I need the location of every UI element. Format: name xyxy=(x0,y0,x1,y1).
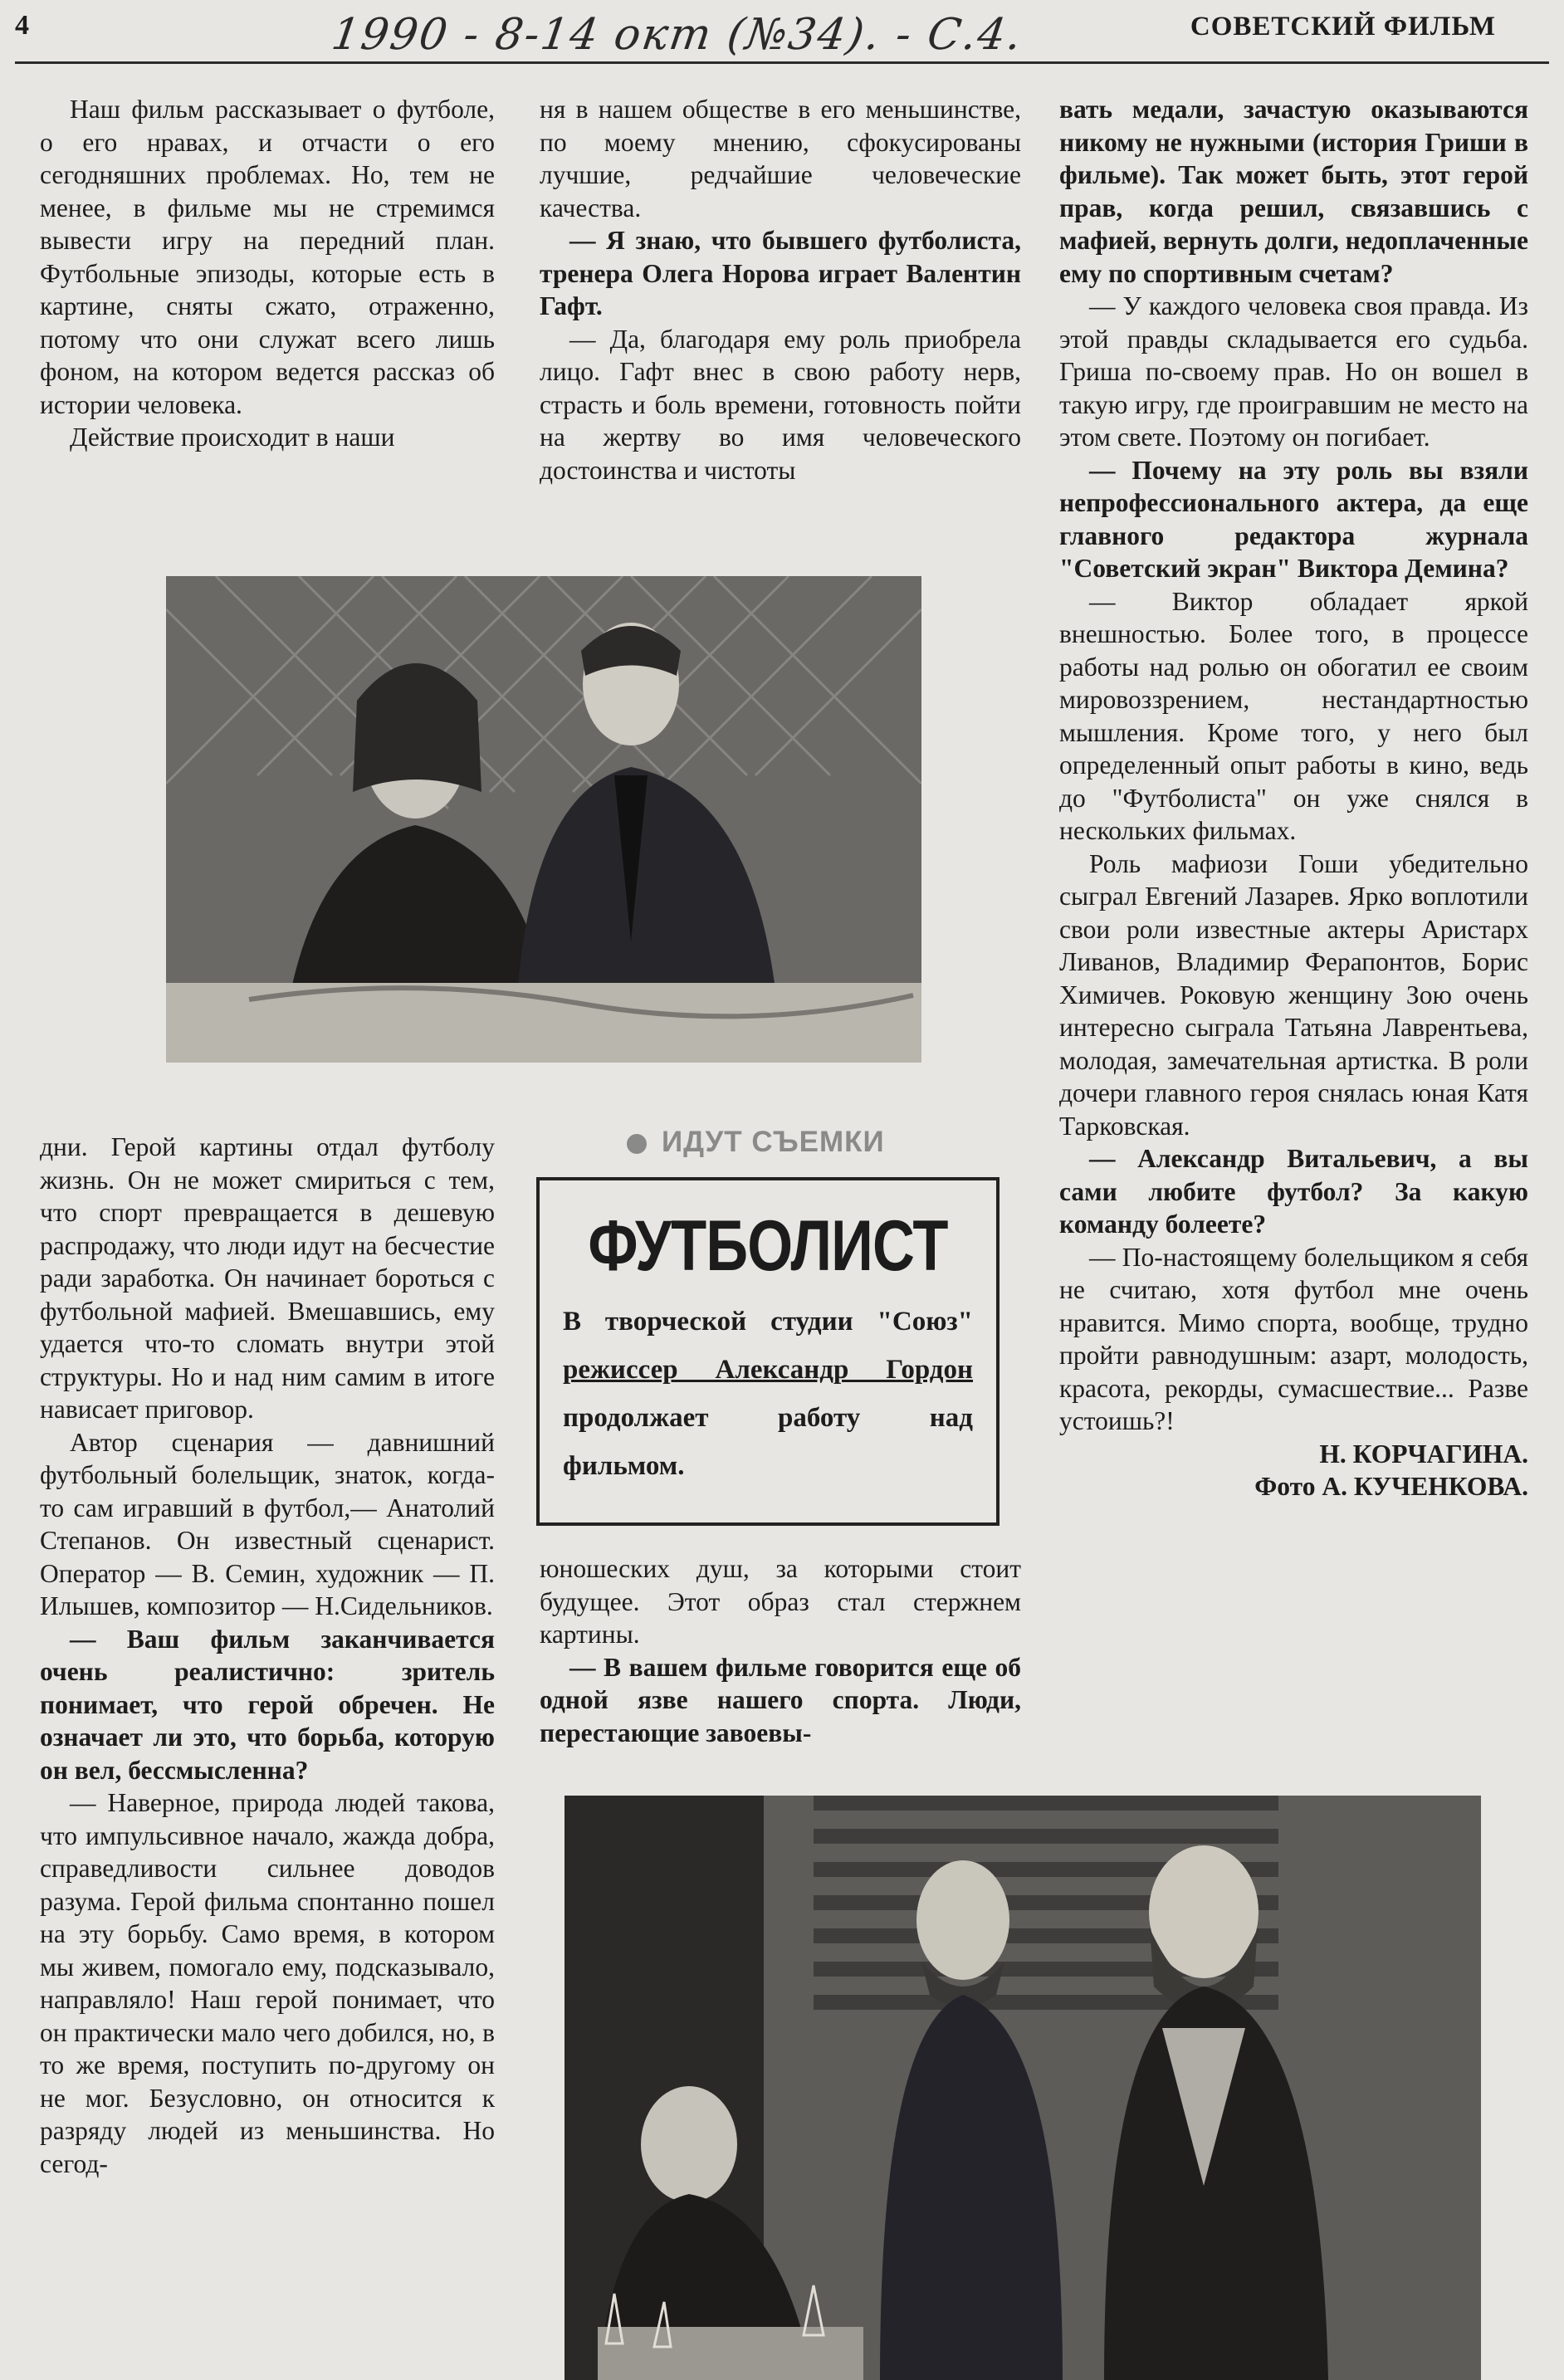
rubric-label: ИДУТ СЪЕМКИ xyxy=(662,1126,885,1158)
paragraph: — Виктор обладает яркой внешностью. Более того, в процессе работы над ролью он обогатил ее своим мировоззрением, нестандартностью мышления. Кроме того, у него был определенный опыт работы в кино, ведь до "Футболиста" он уже снялся в нескольких фильмах. xyxy=(1059,586,1528,845)
column-1-top xyxy=(40,93,495,454)
question: — В вашем фильме говорится еще об одной язве нашего спорта. Люди, перестающие завоевы- xyxy=(540,1652,1021,1747)
question: — Ваш фильм заканчивается очень реалистично: зритель понимает, что герой обречен. Не означает ли это, что борьба, которую он вел, бессмысленна? xyxy=(40,1624,495,1785)
paragraph: ня в нашем обществе в его меньшинстве, по моему мнению, сфокусированы лучшие, редчайшие человеческие качества. xyxy=(540,95,1021,222)
lead-part: продолжает работу над фильмом. xyxy=(563,1403,973,1481)
author-signature: Н. КОРЧАГИНА. xyxy=(1319,1439,1528,1469)
paragraph: Наш фильм рассказывает о футболе, о его нравах, и отчасти о его сегодняшних проблемах. Но, тем не менее, в фильме мы не стремимся вывести игру на передний план. Футбольные эпизоды, которые есть в картине, сняты сжато, отраженно, потому что они служат всего лишь фоном, на котором ведется рассказ об истории человека. xyxy=(40,95,495,419)
column-3 xyxy=(1059,93,1528,1503)
paragraph: — По-настоящему болельщиком я себя не считаю, хотя футбол мне очень нравится. Мимо спорта, вообще, трудно пройти равнодушным: азарт, молодость, красота, рекорды, сумасшествие... Разве устоишь?! xyxy=(1059,1242,1528,1435)
page-number: 4 xyxy=(15,10,29,41)
paragraph: Автор сценария — давнишний футбольный болельщик, знаток, когда-то сам игравший в футбол,— Анатолий Степанов. Он известный сценарист. Оператор — В. Семин, художник — П. Илышев, композитор — Н.Сидельников. xyxy=(40,1427,495,1620)
section-rubric xyxy=(627,1126,885,1159)
article-title: ФУТБОЛИСТ xyxy=(588,1206,948,1286)
column-2-bottom xyxy=(540,1552,1021,1749)
lead-underlined: режиссер Александр Гордон xyxy=(563,1355,973,1385)
header-rule xyxy=(15,61,1549,64)
handwritten-note: 1990 - 8-14 окт (№34). - С.4. xyxy=(328,10,1026,60)
lead-text xyxy=(540,1298,996,1490)
paragraph: — Да, благодаря ему роль приобрела лицо. Гафт внес в свою работу нерв, страсть и боль времени, готовность пойти на жертву во имя человеческого достоинства и чистоты xyxy=(540,324,1021,485)
paragraph: — Наверное, природа людей такова, что импульсивное начало, жажда добра, справедливости сильнее доводов разума. Герой фильма спонтанно пошел на эту борьбу. Само время, в котором мы живем, помогало ему, подсказывало, направляло! Наш герой понимает, что он практически мало чего добился, но, в то же время, поступить по-другому он не мог. Безусловно, он относится к разряду людей из меньшинства. Но сегод- xyxy=(40,1788,495,2178)
column-1-bottom xyxy=(40,1131,495,2180)
question: — Александр Витальевич, а вы сами любите футбол? За какую команду болеете? xyxy=(1059,1144,1528,1239)
paragraph: дни. Герой картины отдал футболу жизнь. Он не может смириться с тем, что спорт превращается в дешевую распродажу, что люди идут на бесчестие ради заработка. Он начинает бороться с футбольной мафией. Вмешавшись, ему удается что-то сломать внутри этой структуры. Но и над ним самим в итоге нависает приговор. xyxy=(40,1132,495,1424)
publication-name: СОВЕТСКИЙ ФИЛЬМ xyxy=(1190,12,1496,42)
column-2-top xyxy=(540,93,1021,486)
question: вать медали, зачастую оказываются никому не нужными (история Гриши в фильме). Так может быть, этот герой прав, когда решил, связавшись с мафией, вернуть долги, недоплаченные ему по спортивным счетам? xyxy=(1059,95,1528,288)
paragraph: — У каждого человека своя правда. Из этой правды складывается его судьба. Гриша по-своему прав. Но он вошел в такую игру, где проигравшим не место на этом свете. Поэтому он погибает. xyxy=(1059,291,1528,452)
title-box xyxy=(536,1177,999,1526)
film-still-photo-couple xyxy=(166,576,921,1063)
question: — Почему на эту роль вы взяли непрофессионального актера, да еще главного редактора журнала "Советский экран" Виктора Демина? xyxy=(1059,455,1528,583)
paragraph: юношеских душ, за которыми стоит будущее. Этот образ стал стержнем картины. xyxy=(540,1554,1021,1649)
lead-part: В творческой студии "Союз" xyxy=(563,1307,973,1337)
film-still-photo-three-men xyxy=(565,1796,1481,2380)
paragraph: Действие происходит в наши xyxy=(70,423,395,452)
photo-credit: Фото А. КУЧЕНКОВА. xyxy=(1254,1472,1528,1501)
bullet-dot-icon xyxy=(627,1134,647,1154)
question: — Я знаю, что бывшего футболиста, тренера Олега Норова играет Валентин Гафт. xyxy=(540,226,1021,320)
paragraph: Роль мафиози Гоши убедительно сыграл Евгений Лазарев. Ярко воплотили свои роли известные актеры Аристарх Ливанов, Владимир Ферапонтов, Борис Химичев. Роковую женщину Зою очень интересно сыграла Татьяна Лаврентьева, молодая, замечательная артистка. В роли дочери главного героя снялась юная Катя Тарковская. xyxy=(1059,848,1528,1141)
